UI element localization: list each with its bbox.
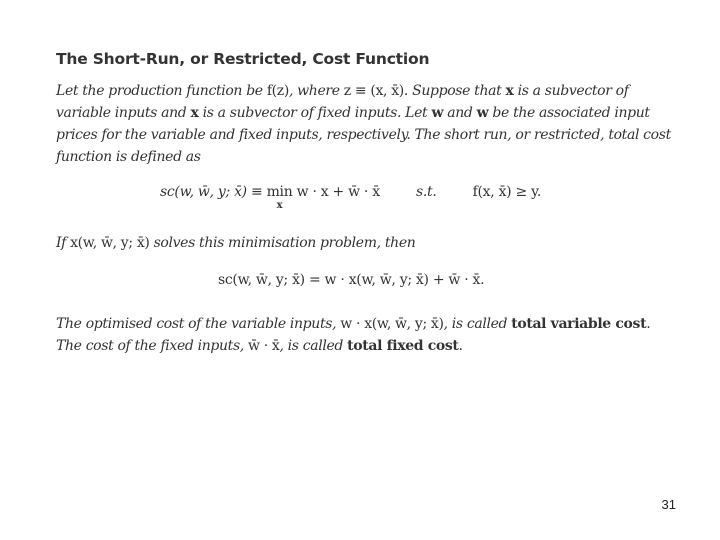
math-expr: w̄ · x̄ <box>248 338 280 354</box>
text: is a subvector of variable inputs and <box>56 83 629 121</box>
text: Let the production function be <box>56 83 267 99</box>
subject-to: s.t. <box>415 184 437 200</box>
constraint: f(x, x̄) ≥ y. <box>472 184 541 200</box>
text: The optimised cost of the variable inputs, <box>56 316 341 332</box>
math-w: w <box>476 105 489 121</box>
term-total-fixed-cost: total fixed cost <box>347 338 459 354</box>
paragraph-solution <box>56 232 681 254</box>
line-variable-cost <box>56 313 681 335</box>
math-w: w <box>431 105 444 121</box>
line-fixed-cost <box>56 335 681 357</box>
term-total-variable-cost: total variable cost <box>511 316 647 332</box>
text: . Suppose that <box>403 83 506 99</box>
min-subscript: x <box>276 200 283 211</box>
paragraph-definition <box>56 80 681 168</box>
slide-title: The Short-Run, or Restricted, Cost Function <box>56 50 430 68</box>
equation-lhs: sc(w, w̄, y; x̄) ≡ <box>160 184 263 200</box>
equation-cost-minimisation <box>160 184 541 211</box>
text: The cost of the fixed inputs, <box>56 338 248 354</box>
paragraph-cost-terms <box>56 313 681 357</box>
text: and <box>443 105 477 121</box>
text: be the associated input prices for the variable and fixed inputs, respectively. The short run, or restricted, total cost function is defined as <box>56 105 671 165</box>
math-x: x <box>190 105 199 121</box>
min-label: min <box>266 184 293 200</box>
text: . <box>458 338 463 354</box>
equation-rhs: w · x + w̄ · x̄ <box>296 184 380 200</box>
math-xw: x(w, w̄, y; x̄) <box>70 235 150 251</box>
math-x: x <box>505 83 514 99</box>
text: . <box>646 316 651 332</box>
math-fz: f(z) <box>266 83 289 99</box>
text: If <box>56 235 71 251</box>
text: solves this minimisation problem, then <box>149 235 416 251</box>
text: , is called <box>443 316 512 332</box>
text: is a subvector of fixed inputs. Let <box>198 105 432 121</box>
page-number: 31 <box>661 497 676 512</box>
min-operator <box>266 184 293 211</box>
text: , where <box>288 83 344 99</box>
equation-short-run-cost: sc(w, w̄, y; x̄) = w · x(w, w̄, y; x̄) + w̄ · x̄. <box>218 272 485 288</box>
math-zdef: z ≡ (x, x̄) <box>343 83 404 99</box>
text: , is called <box>279 338 348 354</box>
math-expr: w · x(w, w̄, y; x̄) <box>340 316 444 332</box>
